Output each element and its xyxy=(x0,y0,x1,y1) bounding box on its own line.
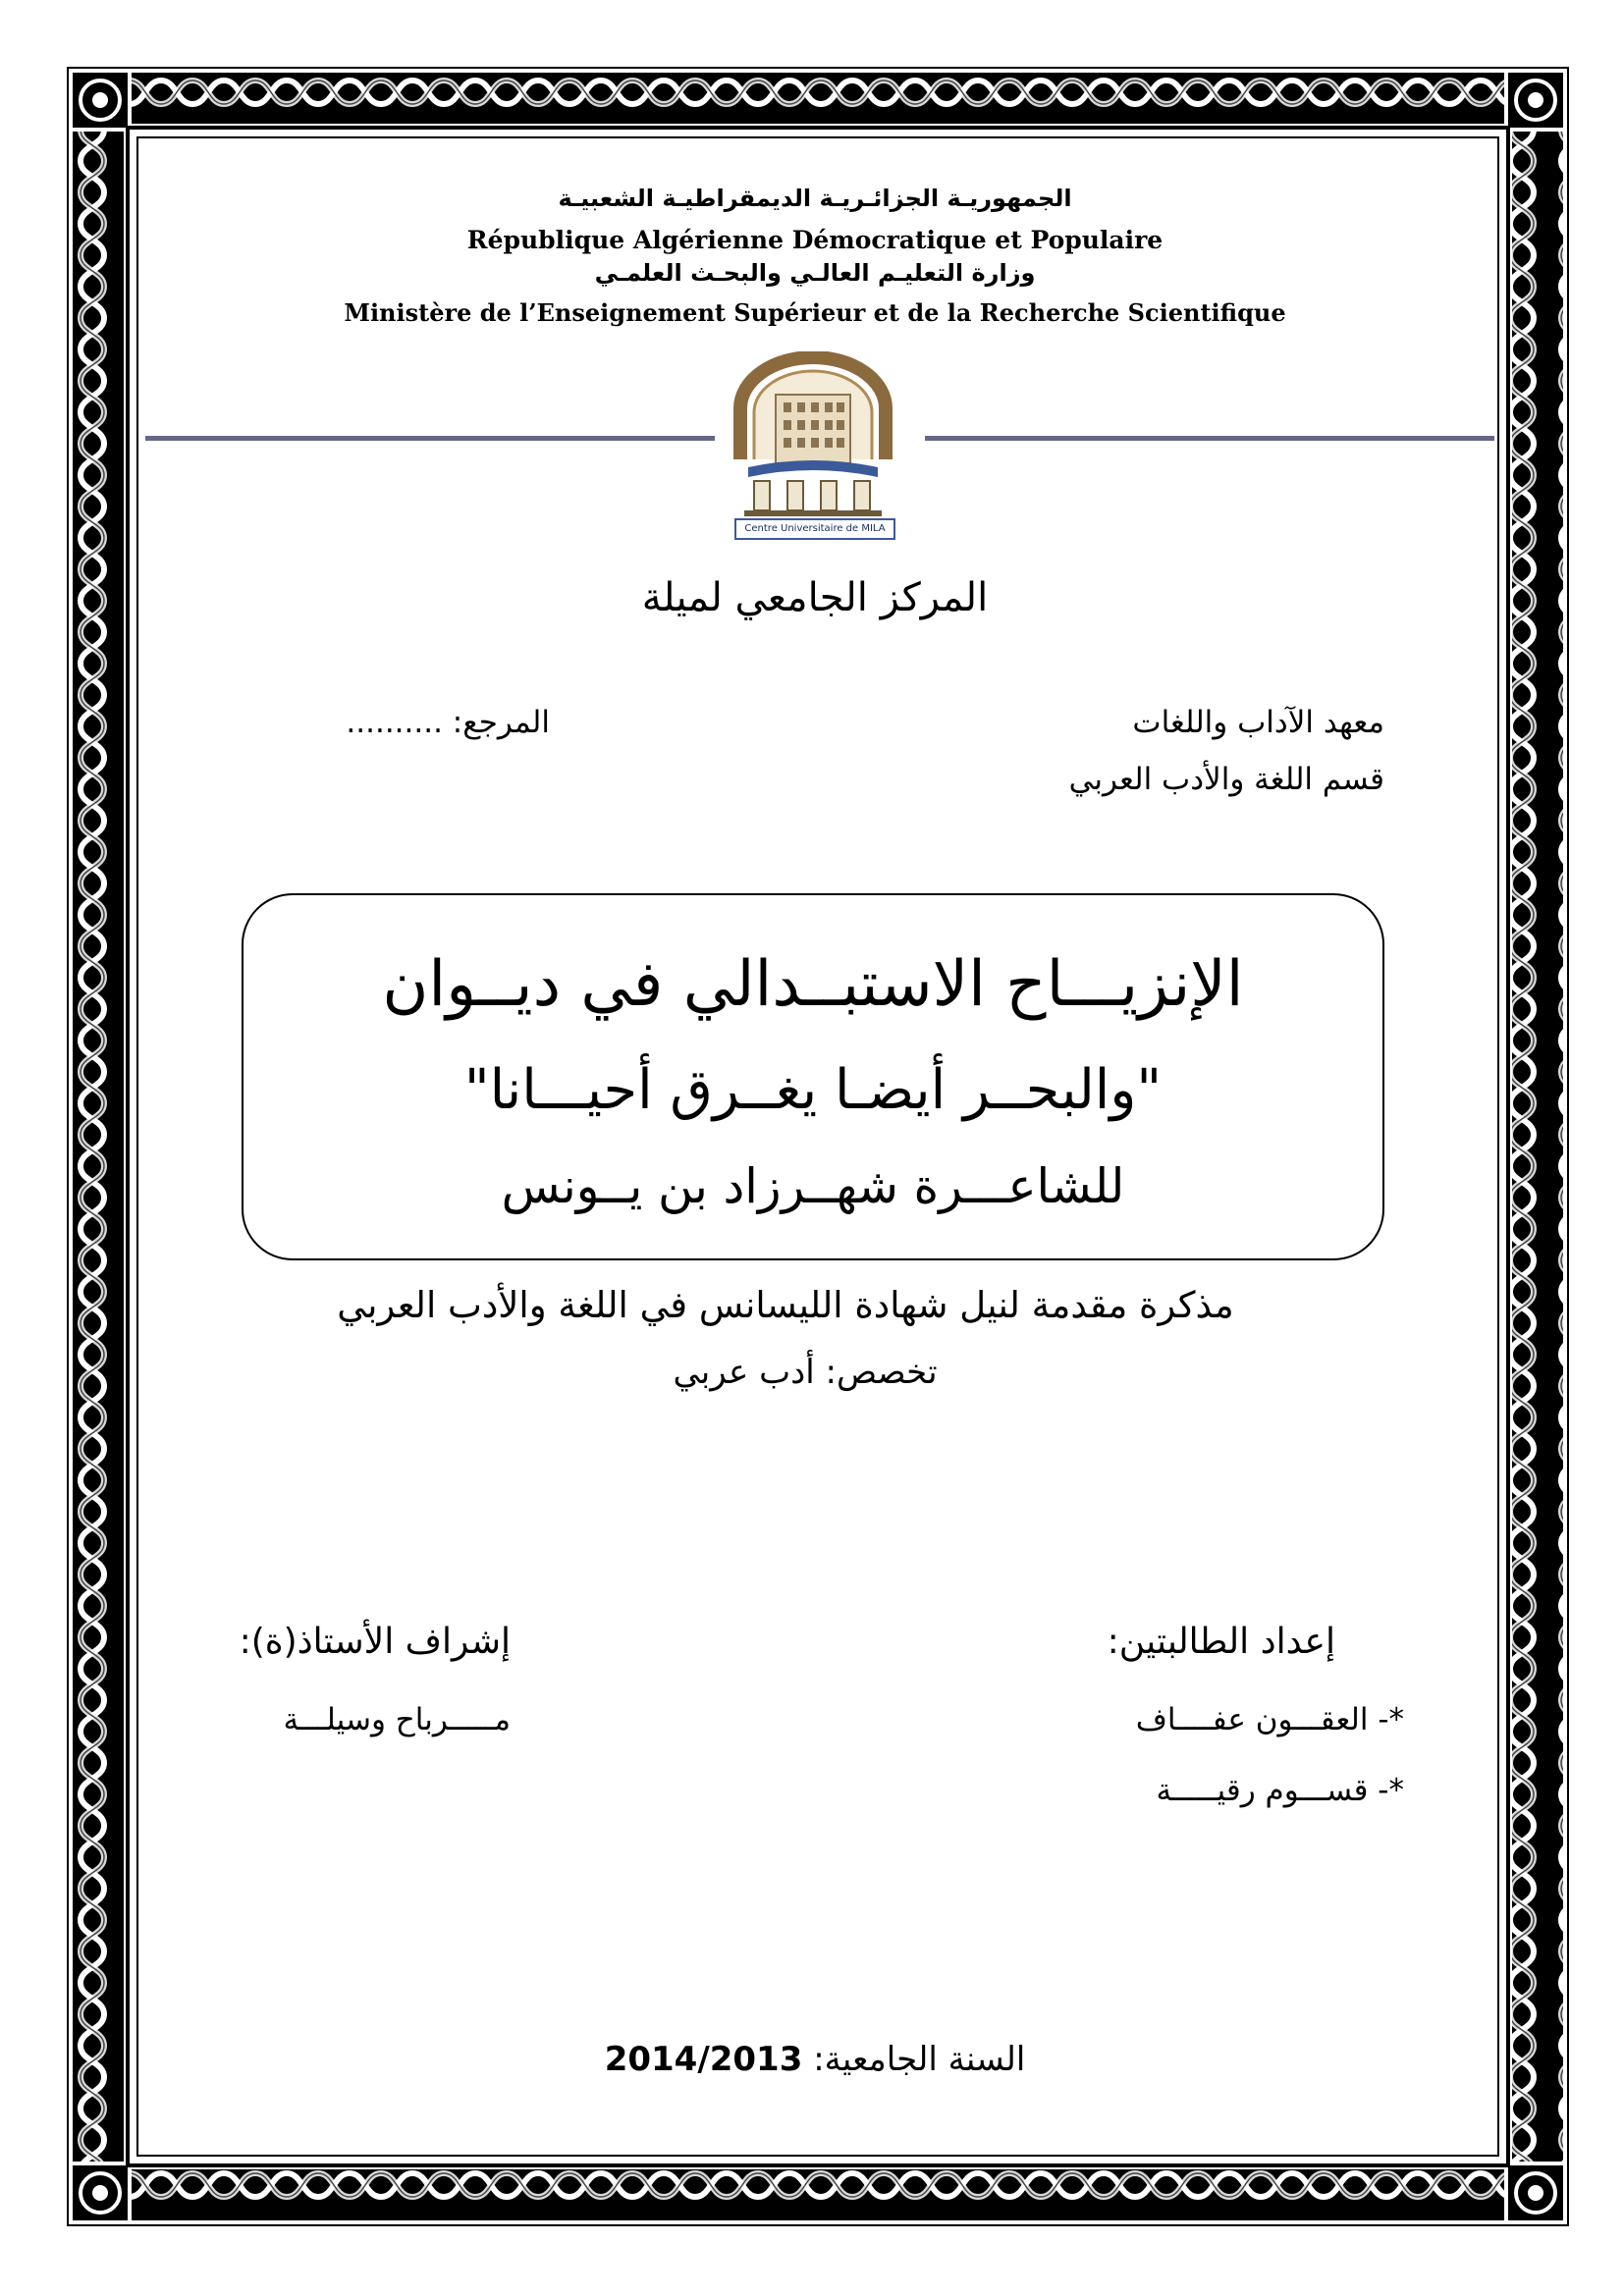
republic-name-arabic: الجمهوريـة الجزائـريـة الديمقراطيـة الشعبيـة xyxy=(558,185,1072,212)
students-label: إعداد الطالبتين: xyxy=(1107,1622,1335,1662)
republic-name-french: République Algérienne Démocratique et Populaire xyxy=(466,226,1164,254)
institution-name: المركز الجامعي لميلة xyxy=(641,575,989,620)
thesis-title-line-2: "والبحــر أيضـا يغــرق أحيـــانا" xyxy=(463,1058,1163,1122)
academic-year-value: 2014/2013 xyxy=(604,2040,803,2079)
academic-year-label: السنة الجامعية: xyxy=(813,2040,1026,2079)
thesis-title-box xyxy=(242,893,1384,1260)
institute-name: معهد الآداب واللغات xyxy=(1132,705,1384,740)
supervisor-name: مـــــرباح وسيلـــة xyxy=(283,1702,511,1737)
reference-field: المرجع: .......... xyxy=(346,705,550,740)
student-name-1: *- العقـــون عفــــاف xyxy=(1135,1702,1404,1737)
supervisor-label: إشراف الأستاذ(ة): xyxy=(239,1622,511,1662)
thesis-title-line-1: الإنزيـــاح الاستبــدالي في ديــوان xyxy=(382,948,1244,1021)
ministry-name-arabic: وزارة التعليـم العالـي والبحـث العلمـي xyxy=(594,259,1036,287)
logo-caption: Centre Universitaire de MILA xyxy=(734,518,895,540)
specialty-line: تخصص: أدب عربي xyxy=(673,1353,938,1392)
ministry-name-french: Ministère de l’Enseignement Supérieur et de la Recherche Scientifique xyxy=(344,298,1286,327)
academic-year xyxy=(471,2040,1159,2079)
header-rule-left xyxy=(145,436,715,441)
student-name-2: *- قســـوم رقيـــــة xyxy=(1156,1773,1404,1808)
memo-statement: مذكرة مقدمة لنيل شهادة الليسانس في اللغة والأدب العربي xyxy=(337,1284,1234,1326)
thesis-title-line-3: للشاعـــرة شهــرزاد بن يــونس xyxy=(501,1158,1125,1214)
university-logo xyxy=(729,351,897,540)
department-name: قسم اللغة والأدب العربي xyxy=(1068,762,1384,797)
header-rule-right xyxy=(925,436,1494,441)
